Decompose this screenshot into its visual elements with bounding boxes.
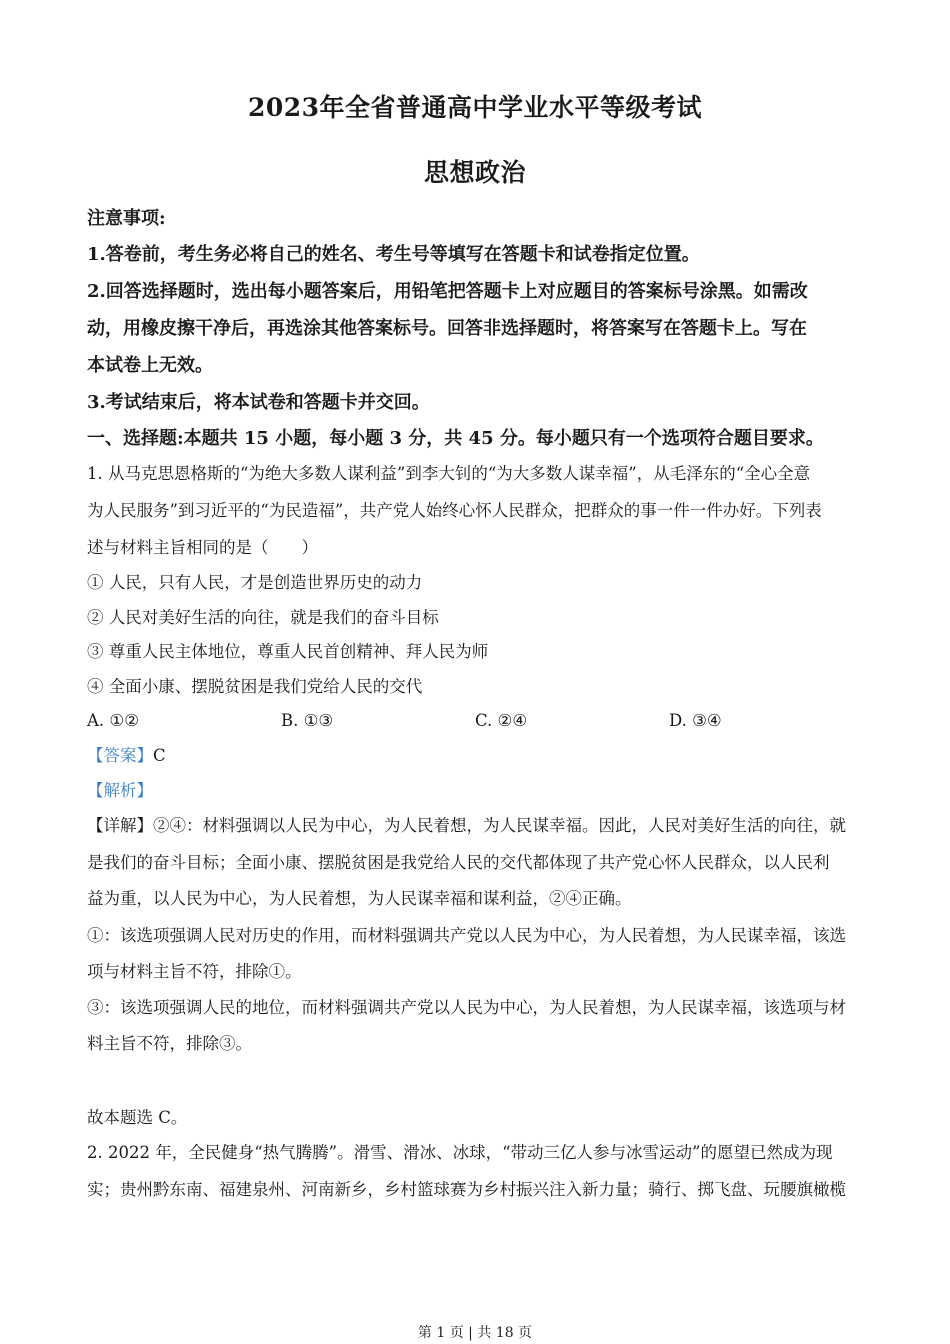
question-stem: 述与材料主旨相同的是（ ） (87, 538, 318, 557)
question-stem: 1. 从马克思恩格斯的“为绝大多数人谋利益”到李大钊的“为大多数人谋幸福”，从毛泽东的“全心全意 (87, 464, 811, 483)
notice-item: 动，用橡皮擦干净后，再选涂其他答案标号。回答非选择题时，将答案写在答题卡上。写在 (87, 318, 807, 339)
section-heading: 一、选择题:本题共 15 小题，每小题 3 分，共 45 分。每小题只有一个选项符合题目要求。 (87, 428, 824, 449)
exam-title: 2023年全省普通高中学业水平等级考试 (247, 93, 703, 122)
detail-text: ③：该选项强调人民的地位，而材料强调共产党以人民为中心，为人民着想，为人民谋幸福，该选项与材 (87, 998, 846, 1017)
question-stem: 2. 2022 年，全民健身“热气腾腾”。滑雪、滑冰、冰球，“带动三亿人参与冰雪运动”的愿望已然成为现 (87, 1143, 833, 1162)
detail-text: 料主旨不符，排除③。 (87, 1034, 252, 1053)
option-c: C. ②④ (475, 711, 528, 730)
question-stem: 实；贵州黔东南、福建泉州、河南新乡，乡村篮球赛为乡村振兴注入新力量；骑行、掷飞盘、玩腰旗橄榄 (87, 1180, 846, 1199)
detail-text: 是我们的奋斗目标；全面小康、摆脱贫困是我党给人民的交代都体现了共产党心怀人民群众，以人民利 (87, 853, 830, 872)
detail-text: 益为重，以人民为中心，为人民着想，为人民谋幸福和谋利益，②④正确。 (87, 889, 632, 908)
analysis-label: 【解析】 (87, 781, 153, 800)
statement: ④ 全面小康、摆脱贫困是我们党给人民的交代 (87, 677, 423, 696)
notice-item: 3.考试结束后，将本试卷和答题卡并交回。 (87, 392, 430, 413)
option-b: B. ①③ (281, 711, 334, 730)
conclusion-text: 故本题选 C。 (87, 1108, 188, 1127)
detail-text: 【详解】②④：材料强调以人民为中心，为人民着想，为人民谋幸福。因此，人民对美好生活的向往，就 (87, 816, 846, 835)
detail-text: ①：该选项强调人民对历史的作用，而材料强调共产党以人民为中心，为人民着想，为人民谋幸福，该选 (87, 926, 846, 945)
answer-label: 【答案】 (87, 746, 153, 765)
subject-title: 思想政治 (423, 158, 526, 187)
detail-text: 项与材料主旨不符，排除①。 (87, 962, 302, 981)
page-footer: 第 1 页 | 共 18 页 (417, 1325, 533, 1341)
statement: ① 人民，只有人民，才是创造世界历史的动力 (87, 573, 423, 592)
answer-value: C (153, 746, 166, 765)
statement: ③ 尊重人民主体地位，尊重人民首创精神、拜人民为师 (87, 642, 489, 661)
option-d: D. ③④ (669, 711, 722, 730)
option-a: A. ①② (87, 711, 139, 730)
question-stem: 为人民服务”到习近平的“为民造福”，共产党人始终心怀人民群众，把群众的事一件一件办好。下列表 (87, 501, 822, 520)
notice-heading: 注意事项: (87, 208, 166, 229)
notice-item: 本试卷上无效。 (87, 355, 213, 376)
statement: ② 人民对美好生活的向往，就是我们的奋斗目标 (87, 608, 439, 627)
answer-line (87, 745, 867, 767)
notice-item: 1.答卷前，考生务必将自己的姓名、考生号等填写在答题卡和试卷指定位置。 (87, 244, 700, 265)
notice-item: 2.回答选择题时，选出每小题答案后，用铅笔把答题卡上对应题目的答案标号涂黑。如需改 (87, 281, 808, 302)
